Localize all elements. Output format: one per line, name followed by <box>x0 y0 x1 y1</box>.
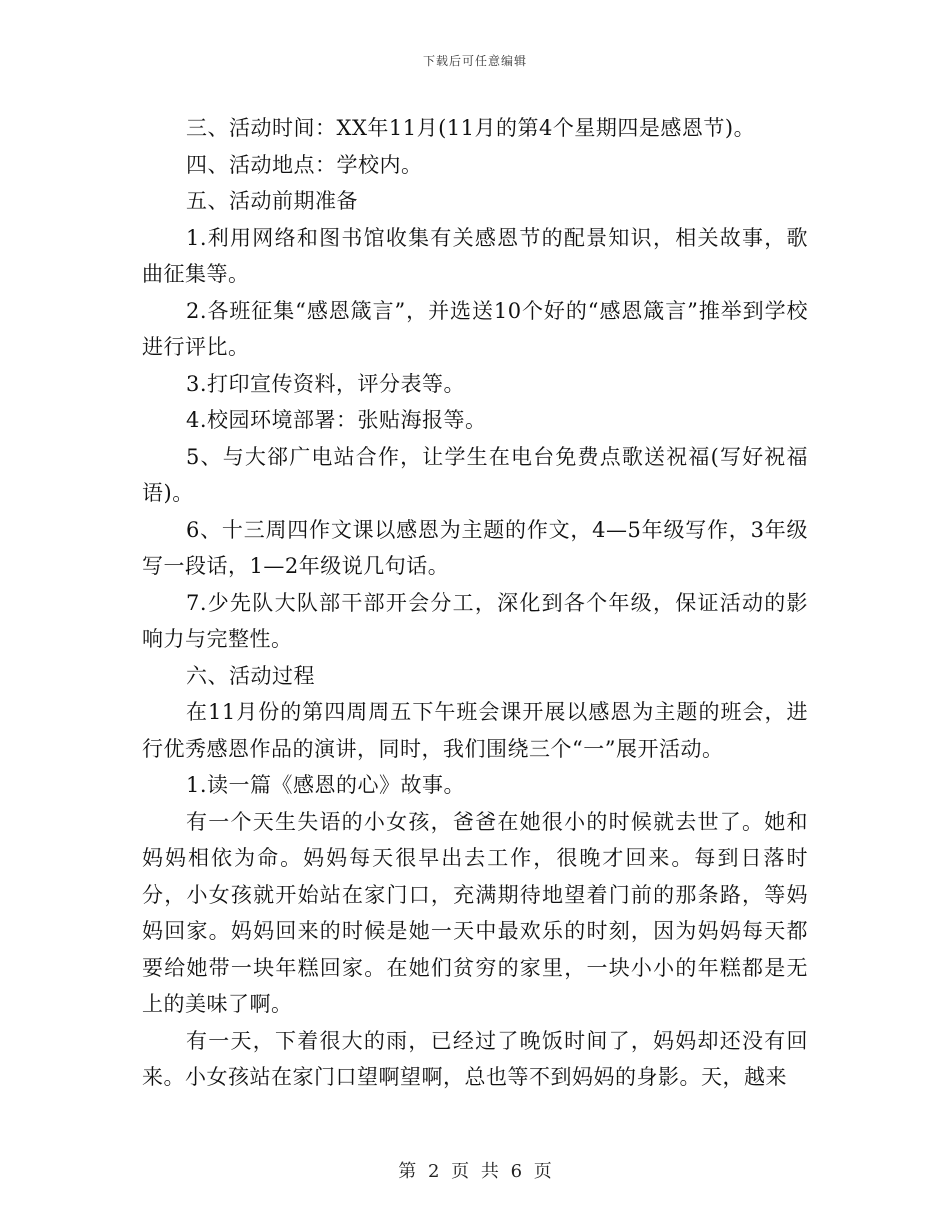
paragraph-prep-item-2: 2.各班征集“感恩箴言”，并选送10个好的“感恩箴言”推举到学校进行评比。 <box>142 298 808 359</box>
paragraph-activity-time: 三、活动时间：XX年11月(11月的第4个星期四是感恩节)。 <box>186 116 756 140</box>
paragraph-prep-item-3: 3.打印宣传资料，评分表等。 <box>186 371 466 396</box>
paragraph-activity-location: 四、活动地点：学校内。 <box>186 152 423 177</box>
paragraph-story-part-1: 有一个天生失语的小女孩，爸爸在她很小的时候就去世了。她和妈妈相依为命。妈妈每天很早出去工作，很晚才回来。每到日落时分，小女孩就开始站在家门口，充满期待地望着门前的那条路，等妈妈回家。妈妈回来的时候是她一天中最欢乐的时刻，因为妈妈每天都要给她带一块年糕回家。在她们贫穷的家里，一块小小的年糕都是无上的美味了啊。 <box>142 809 808 1016</box>
document-body <box>142 110 808 1096</box>
heading-activity-process: 六、活动过程 <box>186 663 315 688</box>
page-footer: 第 2 页 共 6 页 <box>398 1161 552 1182</box>
paragraph-prep-item-4: 4.校园环境部署：张贴海报等。 <box>186 408 487 432</box>
heading-preparation: 五、活动前期准备 <box>186 189 358 213</box>
paragraph-story-part-2: 有一天，下着很大的雨，已经过了晚饭时间了，妈妈却还没有回来。小女孩站在家门口望啊望啊，总也等不到妈妈的身影。天，越来 <box>142 1028 808 1089</box>
paragraph-prep-item-7: 7.少先队大队部干部开会分工，深化到各个年级，保证活动的影响力与完整性。 <box>142 590 808 651</box>
paragraph-prep-item-6: 6、十三周四作文课以感恩为主题的作文，4—5年级写作，3年级写一段话，1—2年级说几句话。 <box>142 517 808 578</box>
paragraph-prep-item-1: 1.利用网络和图书馆收集有关感恩节的配景知识，相关故事，歌曲征集等。 <box>142 225 808 286</box>
paragraph-prep-item-5: 5、与大郤广电站合作，让学生在电台免费点歌送祝福(写好祝福语)。 <box>142 444 808 505</box>
paragraph-process-item-1: 1.读一篇《感恩的心》故事。 <box>186 773 466 797</box>
page-header: 下载后可任意编辑 <box>422 54 527 68</box>
paragraph-process-intro: 在11月份的第四周周五下午班会课开展以感恩为主题的班会，进行优秀感恩作品的演讲，同时，我们围绕三个“一”展开活动。 <box>142 700 808 761</box>
